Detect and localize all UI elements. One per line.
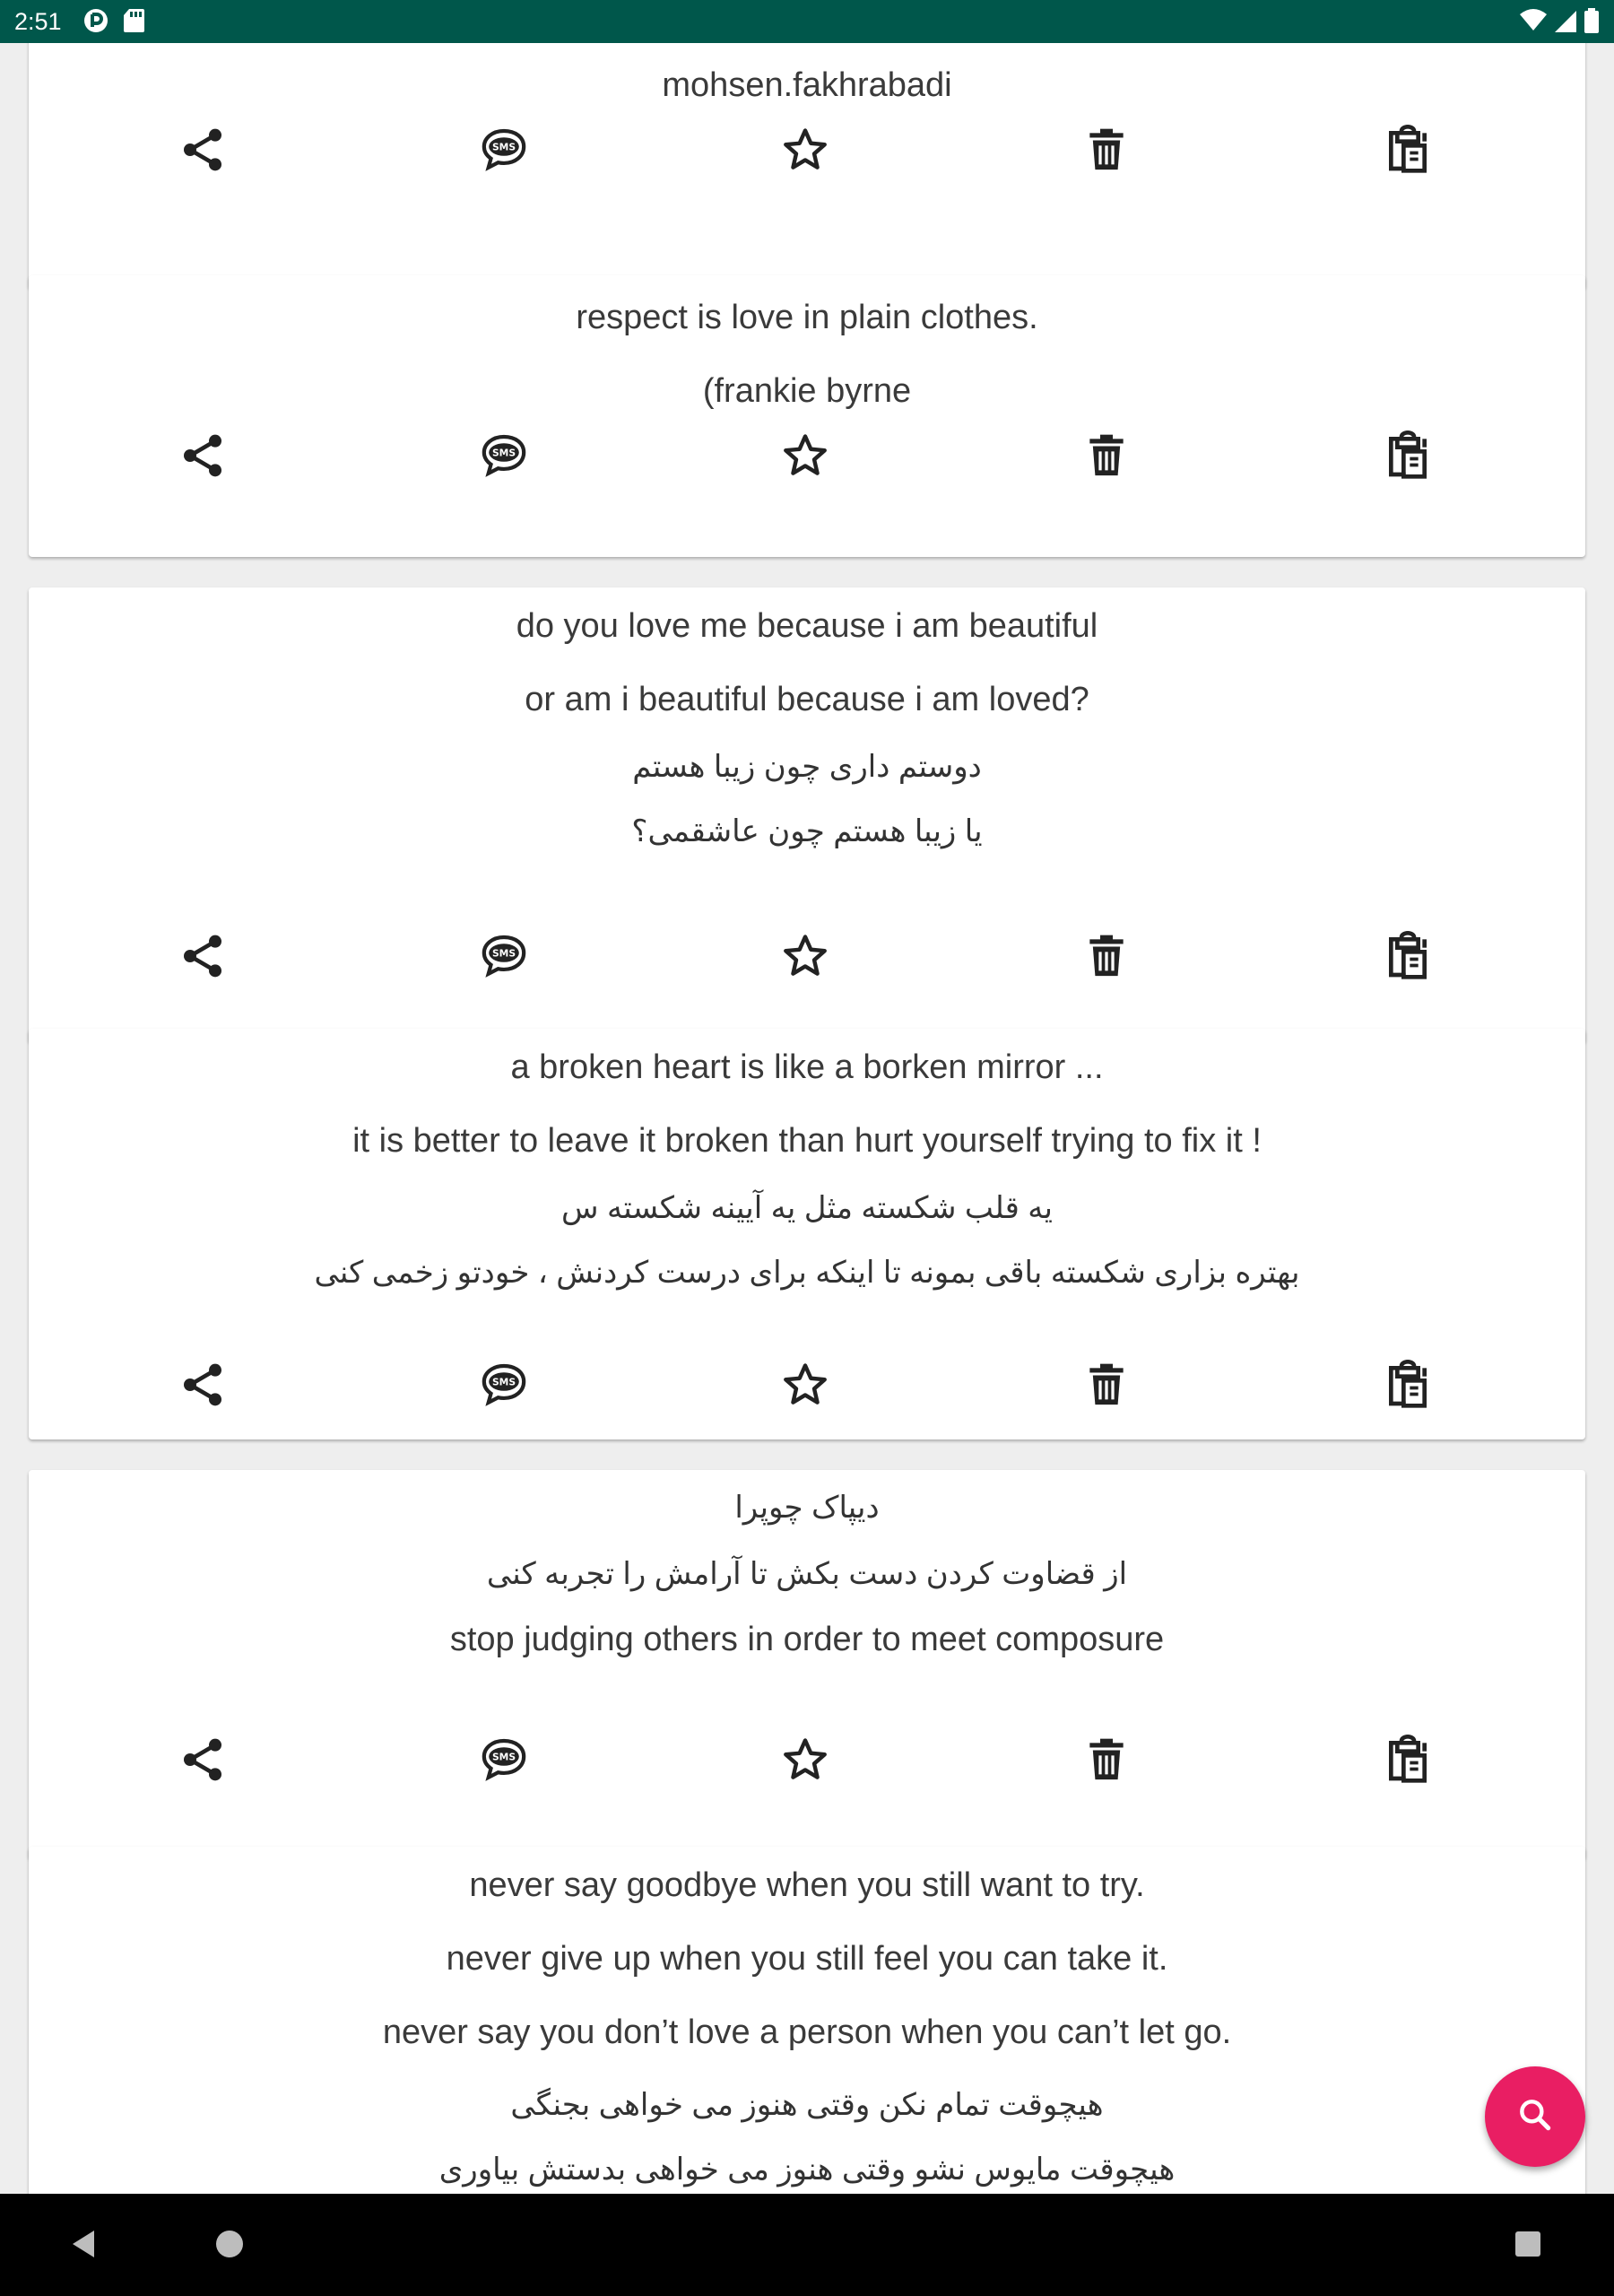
share-icon xyxy=(178,125,228,179)
sd-card-icon xyxy=(122,7,145,39)
wifi-icon xyxy=(1519,7,1548,39)
delete-icon xyxy=(1081,1360,1132,1414)
delete-button[interactable] xyxy=(1075,926,1138,989)
clipboard-icon xyxy=(1383,1735,1433,1789)
clipboard-icon xyxy=(1383,430,1433,485)
svg-text:SMS: SMS xyxy=(491,447,516,459)
quote-text-line: never say goodbye when you still want to try. xyxy=(469,1866,1145,1904)
delete-button[interactable] xyxy=(1075,1355,1138,1418)
delete-icon xyxy=(1081,125,1132,179)
delete-icon xyxy=(1081,1735,1132,1789)
delete-icon xyxy=(1081,430,1132,485)
share-icon xyxy=(178,1735,228,1789)
recents-icon xyxy=(1513,2229,1543,2264)
card-action-bar xyxy=(29,1355,1585,1418)
quote-list[interactable] xyxy=(0,43,1614,2194)
quote-card[interactable] xyxy=(29,1847,1585,2194)
quote-card[interactable] xyxy=(29,275,1585,557)
search-icon xyxy=(1515,2095,1555,2139)
svg-text:SMS: SMS xyxy=(491,947,516,960)
quote-text-line: از قضاوت کردن دست بکش تا آرامش را تجربه کنی xyxy=(486,1557,1128,1591)
sms-icon xyxy=(479,931,529,986)
quote-text-line: stop judging others in order to meet composure xyxy=(449,1621,1165,1658)
share-button[interactable] xyxy=(171,1730,234,1793)
star-button[interactable] xyxy=(774,1730,837,1793)
sms-button[interactable] xyxy=(473,926,535,989)
sms-button[interactable] xyxy=(473,426,535,489)
search-button[interactable] xyxy=(1485,2066,1585,2167)
home-button[interactable] xyxy=(204,2221,255,2271)
quote-text-line: mohsen.fakhrabadi xyxy=(662,66,952,104)
star-icon xyxy=(780,125,830,179)
svg-text:SMS: SMS xyxy=(491,1751,516,1763)
star-icon xyxy=(780,1360,830,1414)
sms-button[interactable] xyxy=(473,120,535,183)
share-icon xyxy=(178,931,228,986)
delete-icon xyxy=(1081,931,1132,986)
quote-text-line: هیچوقت مایوس نشو وقتی هنوز می خواهی بدستش بیاوری xyxy=(438,2152,1176,2187)
quote-text-line: never say you don’t love a person when you can’t let go. xyxy=(382,2013,1232,2051)
clipboard-button[interactable] xyxy=(1376,1355,1439,1418)
back-button[interactable] xyxy=(59,2221,109,2271)
quote-text-line: or am i beautiful because i am loved? xyxy=(525,681,1089,718)
quote-card[interactable] xyxy=(29,1029,1585,1439)
star-icon xyxy=(780,430,830,485)
navigation-bar xyxy=(0,2194,1614,2296)
sms-icon xyxy=(479,1735,529,1789)
sms-icon xyxy=(479,125,529,179)
quote-text-line: never give up when you still feel you can take it. xyxy=(446,1940,1168,1978)
share-icon xyxy=(178,1360,228,1414)
delete-button[interactable] xyxy=(1075,1730,1138,1793)
clipboard-icon xyxy=(1383,931,1433,986)
star-button[interactable] xyxy=(774,120,837,183)
share-button[interactable] xyxy=(171,426,234,489)
back-icon xyxy=(69,2229,100,2264)
clipboard-icon xyxy=(1383,1360,1433,1414)
star-button[interactable] xyxy=(774,426,837,489)
quote-text-line: یا زیبا هستم چون عاشقمی؟ xyxy=(631,814,983,848)
card-action-bar xyxy=(29,426,1585,489)
share-icon xyxy=(178,430,228,485)
quote-text-line: دوستم داری چون زیبا هستم xyxy=(632,750,982,784)
card-action-bar xyxy=(29,1730,1585,1793)
quote-text-line: یه قلب شکسته مثل یه آیینه شکسته س xyxy=(561,1191,1053,1225)
home-icon xyxy=(214,2229,245,2264)
card-action-bar xyxy=(29,120,1585,183)
quote-text-line: a broken heart is like a borken mirror ... xyxy=(510,1048,1104,1086)
cell-signal-icon xyxy=(1553,7,1578,39)
quote-text-line: it is better to leave it broken than hurt yourself trying to fix it ! xyxy=(352,1122,1262,1160)
status-bar xyxy=(0,0,1614,43)
share-button[interactable] xyxy=(171,120,234,183)
quote-text-line: do you love me because i am beautiful xyxy=(516,607,1098,645)
clipboard-button[interactable] xyxy=(1376,926,1439,989)
star-button[interactable] xyxy=(774,1355,837,1418)
delete-button[interactable] xyxy=(1075,120,1138,183)
quote-text-line: (frankie byrne xyxy=(702,372,912,410)
clipboard-button[interactable] xyxy=(1376,120,1439,183)
clipboard-button[interactable] xyxy=(1376,1730,1439,1793)
quote-text-line: بهتره بزاری شکسته باقی بمونه تا اینکه برای درست کردنش ، خودتو زخمی کنی xyxy=(314,1256,1300,1290)
recents-button[interactable] xyxy=(1503,2221,1553,2271)
quote-card[interactable] xyxy=(29,1470,1585,1859)
sms-button[interactable] xyxy=(473,1355,535,1418)
clipboard-button[interactable] xyxy=(1376,426,1439,489)
star-icon xyxy=(780,1735,830,1789)
quote-text-line: دیپاک چوپرا xyxy=(734,1491,880,1525)
share-button[interactable] xyxy=(171,926,234,989)
star-icon xyxy=(780,931,830,986)
quote-card[interactable] xyxy=(29,43,1585,289)
svg-text:SMS: SMS xyxy=(491,1376,516,1388)
delete-button[interactable] xyxy=(1075,426,1138,489)
sms-icon xyxy=(479,430,529,485)
sms-button[interactable] xyxy=(473,1730,535,1793)
star-button[interactable] xyxy=(774,926,837,989)
share-button[interactable] xyxy=(171,1355,234,1418)
card-action-bar xyxy=(29,926,1585,989)
pocket-casts-icon xyxy=(82,7,109,39)
sms-icon xyxy=(479,1360,529,1414)
clipboard-icon xyxy=(1383,125,1433,179)
status-time: 2:51 xyxy=(14,8,62,35)
quote-text-line: respect is love in plain clothes. xyxy=(576,299,1038,336)
battery-icon xyxy=(1584,7,1600,39)
quote-card[interactable] xyxy=(29,587,1585,1043)
quote-text-line: هیچوقت تمام نکن وقتی هنوز می خواهی بجنگی xyxy=(510,2088,1104,2122)
svg-text:SMS: SMS xyxy=(491,141,516,153)
